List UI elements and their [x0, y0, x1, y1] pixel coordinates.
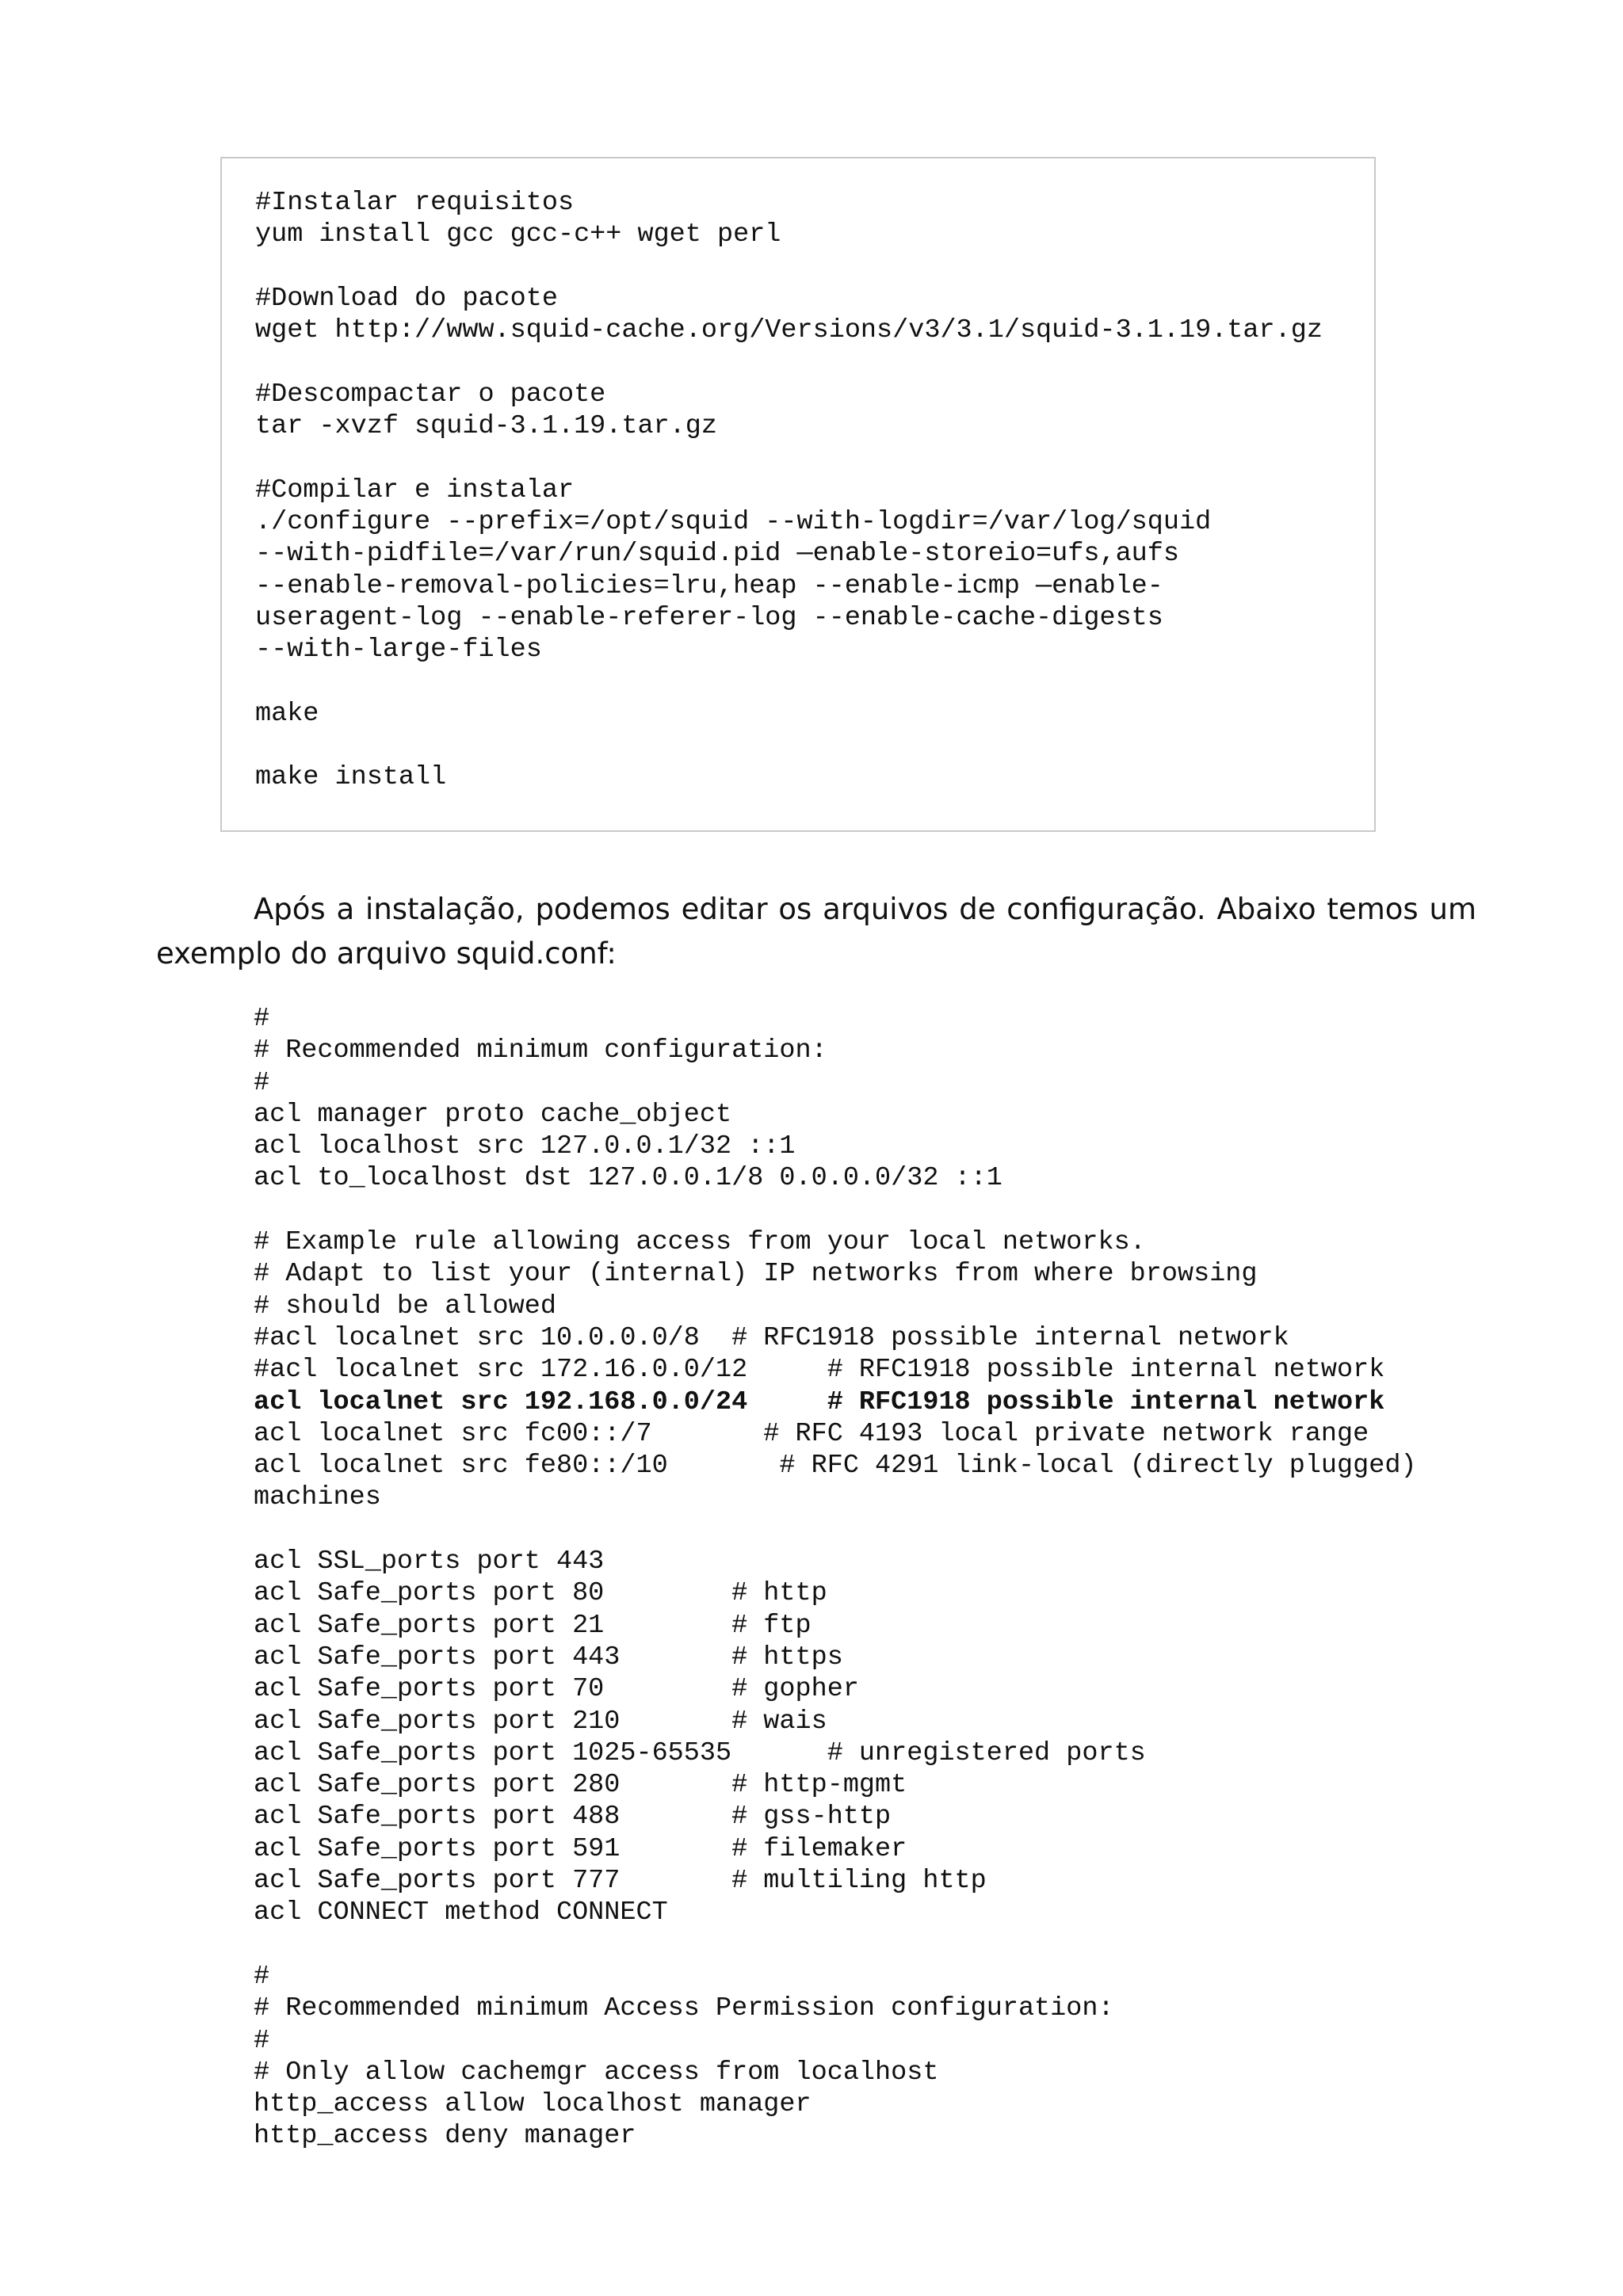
code-line: acl Safe_ports port 488 # gss-http: [254, 1802, 892, 1833]
code-line: [254, 1929, 1417, 1961]
code-line: --with-pidfile=/var/run/squid.pid —enable-storeio=ufs,aufs: [255, 539, 1179, 570]
code-line: wget http://www.squid-cache.org/Versions/v3/3.1/squid-3.1.19.tar.gz: [255, 315, 1323, 346]
code-line: acl Safe_ports port 210 # wais: [254, 1706, 827, 1737]
code-line: #Download do pacote: [255, 283, 558, 314]
code-line: acl Safe_ports port 777 # multiling http: [254, 1866, 987, 1897]
code-line: acl Safe_ports port 591 # filemaker: [254, 1833, 907, 1864]
code-line: [255, 251, 1323, 283]
code-line: # should be allowed: [254, 1291, 556, 1322]
code-line: acl Safe_ports port 1025-65535 # unregistered ports: [254, 1737, 1146, 1768]
install-code-box: [220, 157, 1376, 832]
code-line: acl Safe_ports port 80 # http: [254, 1578, 827, 1609]
code-line: acl localnet src fe80::/10 # RFC 4291 link-local (directly plugged): [254, 1451, 1417, 1482]
code-line: # Example rule allowing access from your local networks.: [254, 1227, 1146, 1258]
code-line: acl Safe_ports port 21 # ftp: [254, 1610, 812, 1641]
code-line: acl localhost src 127.0.0.1/32 ::1: [254, 1131, 796, 1162]
code-line: acl Safe_ports port 443 # https: [254, 1642, 843, 1672]
code-line: make install: [255, 762, 447, 793]
code-line: http_access deny manager: [254, 2121, 636, 2152]
code-line: [255, 730, 1323, 761]
code-line: # Only allow cachemgr access from localhost: [254, 2057, 939, 2088]
code-line: [255, 666, 1323, 697]
code-line: #: [254, 2025, 270, 2056]
code-line: #: [254, 1004, 270, 1034]
code-line: [255, 442, 1323, 474]
code-line: tar -xvzf squid-3.1.19.tar.gz: [255, 411, 717, 442]
code-line: #Compilar e instalar: [255, 475, 575, 505]
code-line: acl Safe_ports port 280 # http-mgmt: [254, 1770, 907, 1801]
code-line: [255, 346, 1323, 378]
code-line: acl SSL_ports port 443: [254, 1547, 605, 1577]
code-line-bold: acl localnet src 192.168.0.0/24 # RFC1918 possible internal network: [254, 1386, 1385, 1417]
body-paragraph: Após a instalação, podemos editar os arquivos de configuração. Abaixo temos um exemplo do arquivo squid.conf:: [156, 892, 1476, 971]
code-line: # Recommended minimum Access Permission configuration:: [254, 1993, 1114, 2024]
code-line: #: [254, 1961, 270, 1992]
code-line: #: [254, 1067, 270, 1098]
code-line: --with-large-files: [255, 635, 542, 666]
code-line: [254, 1514, 1417, 1546]
code-line: useragent-log --enable-referer-log --enable-cache-digests: [255, 602, 1163, 633]
install-code-block: [255, 187, 1323, 794]
squid-conf-code-block: [254, 1003, 1417, 2153]
code-line: acl Safe_ports port 70 # gopher: [254, 1674, 859, 1705]
code-line: acl manager proto cache_object: [254, 1099, 732, 1130]
code-line: #acl localnet src 172.16.0.0/12 # RFC1918 possible internal network: [254, 1355, 1385, 1386]
code-line: [254, 1195, 1417, 1226]
code-line: acl CONNECT method CONNECT: [254, 1897, 668, 1928]
code-line: acl to_localhost dst 127.0.0.1/8 0.0.0.0/32 ::1: [254, 1163, 1002, 1194]
code-line: ./configure --prefix=/opt/squid --with-logdir=/var/log/squid: [255, 506, 1212, 537]
code-line: # Adapt to list your (internal) IP networks from where browsing: [254, 1259, 1258, 1290]
code-line: http_access allow localhost manager: [254, 2089, 812, 2120]
code-line: #acl localnet src 10.0.0.0/8 # RFC1918 possible internal network: [254, 1322, 1289, 1353]
code-line: #Instalar requisitos: [255, 188, 575, 218]
code-line: machines: [254, 1482, 381, 1513]
code-line: yum install gcc gcc-c++ wget perl: [255, 219, 781, 250]
code-line: make: [255, 698, 319, 729]
code-line: # Recommended minimum configuration:: [254, 1035, 827, 1066]
code-line: --enable-removal-policies=lru,heap --enable-icmp —enable-: [255, 570, 1163, 601]
code-line: #Descompactar o pacote: [255, 379, 606, 410]
code-line: acl localnet src fc00::/7 # RFC 4193 local private network range: [254, 1418, 1369, 1449]
